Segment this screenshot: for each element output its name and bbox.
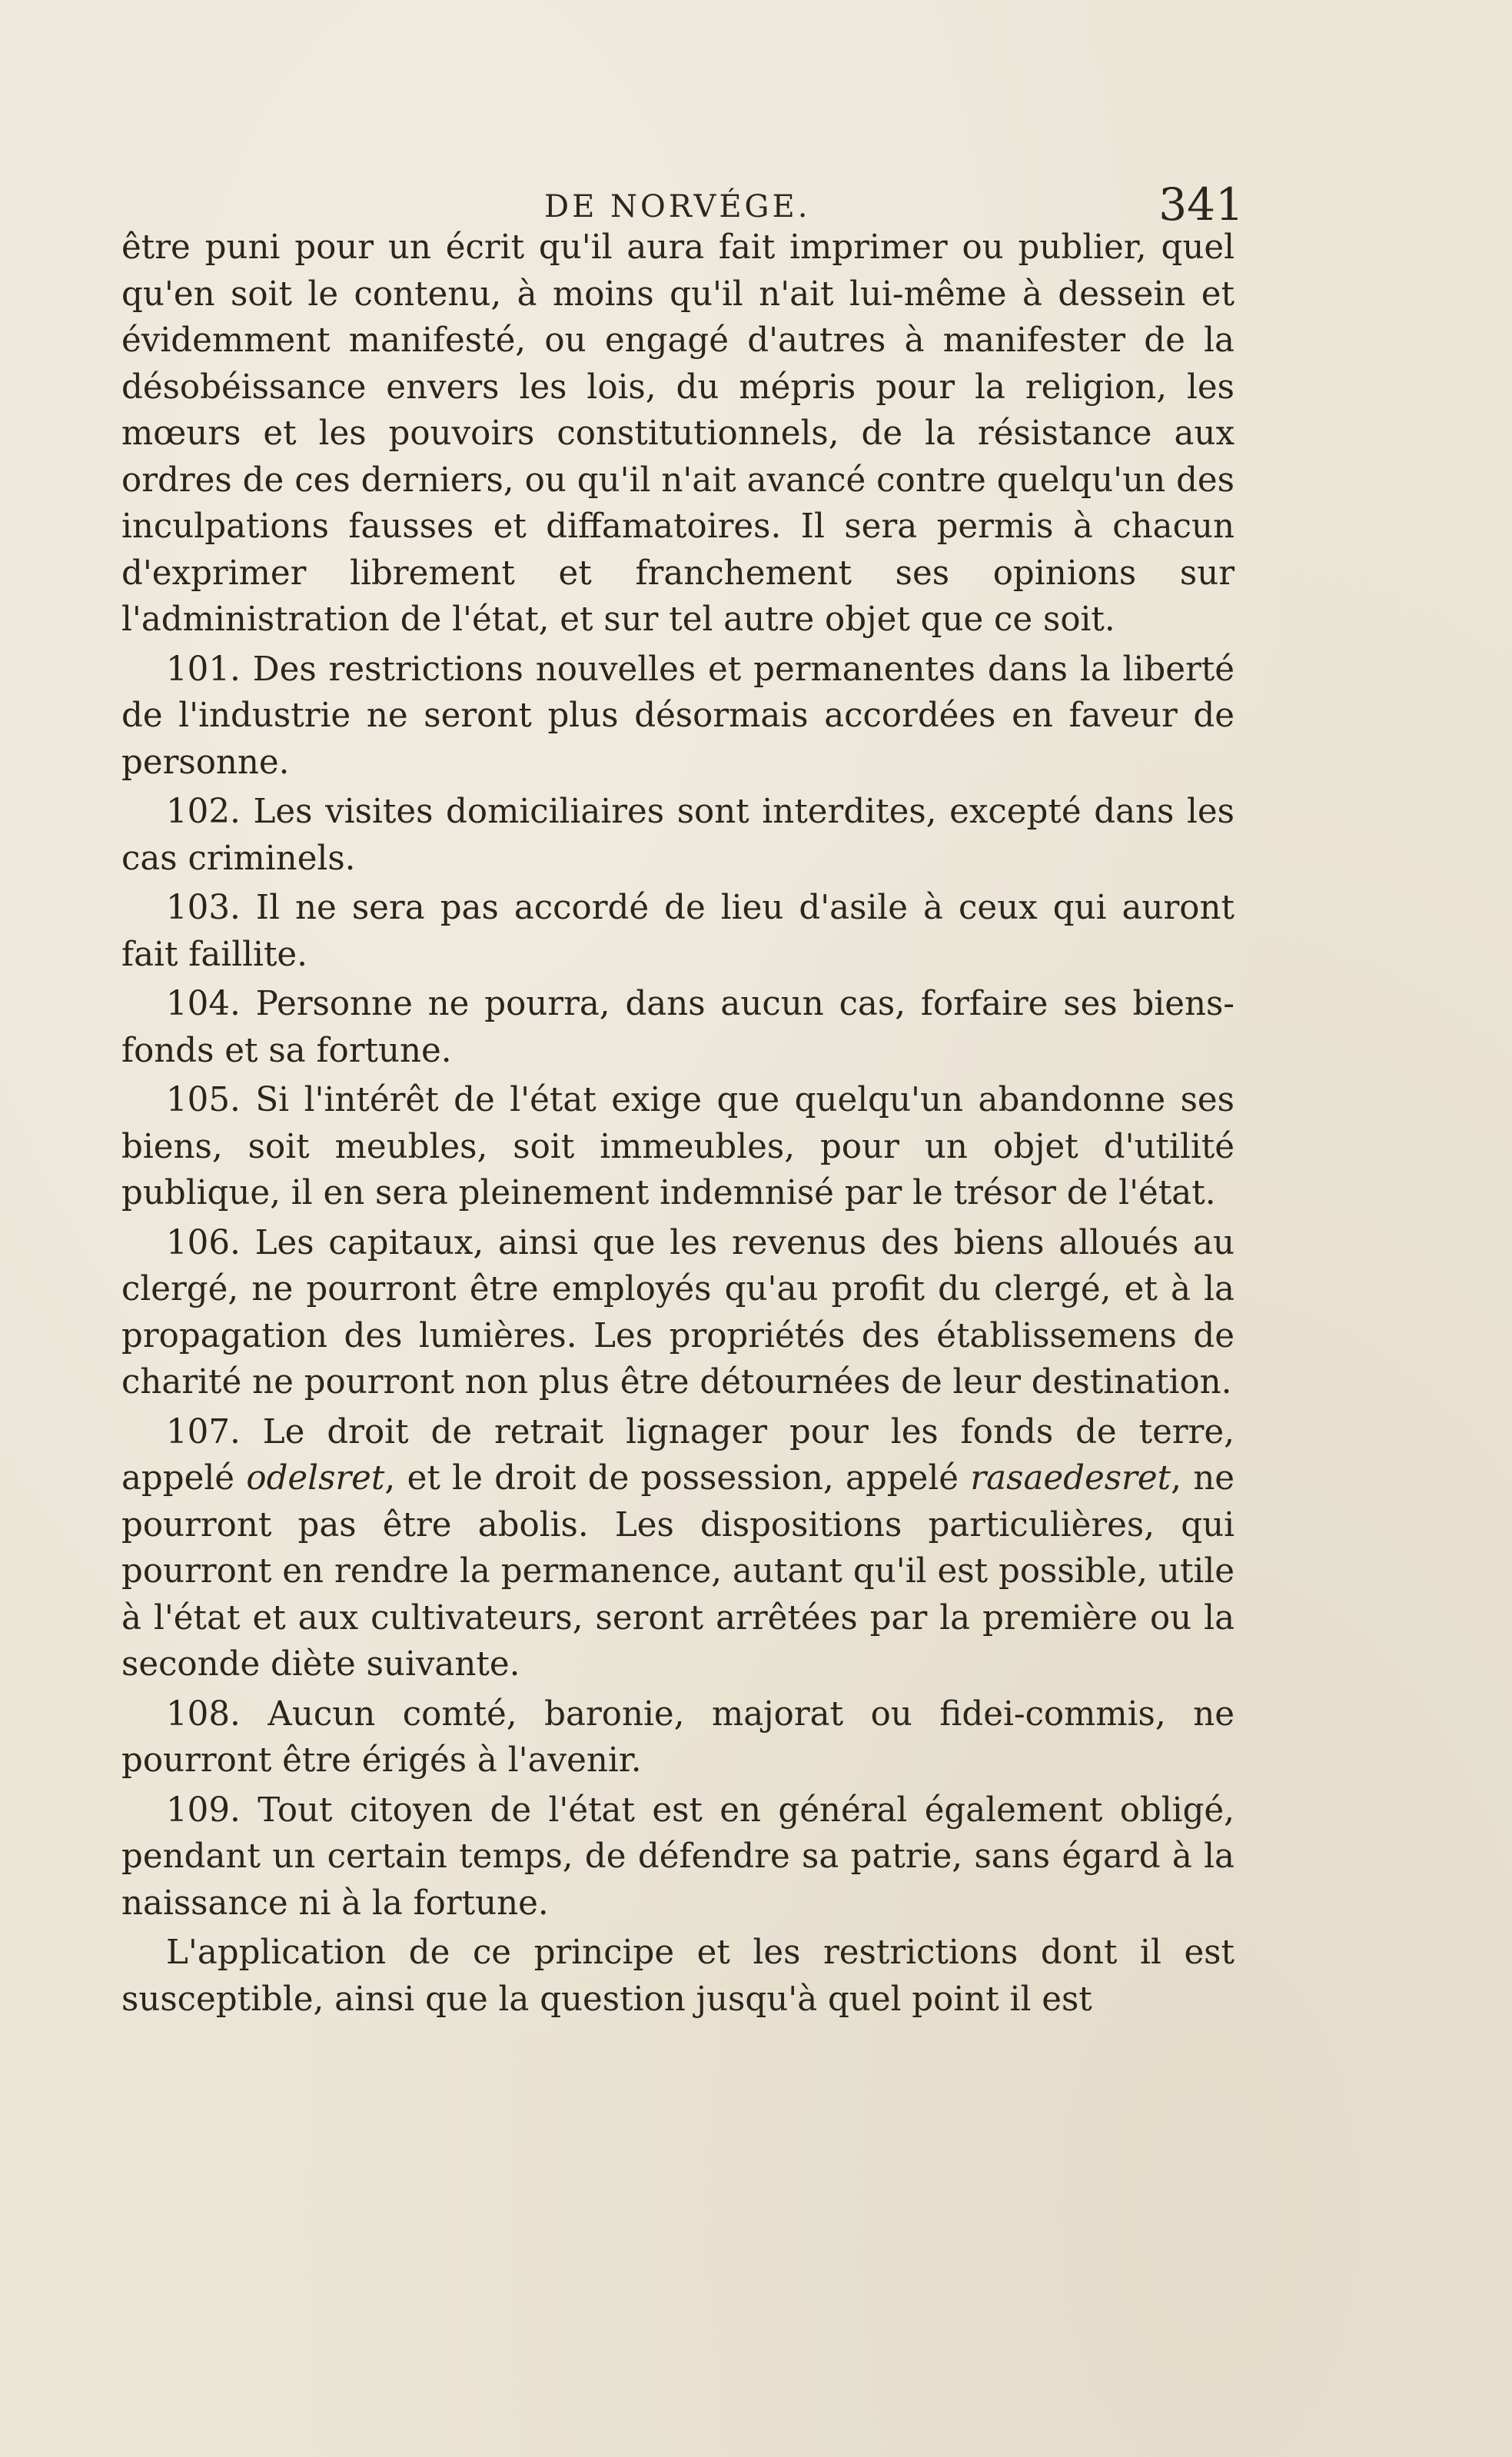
article-109: 109. Tout citoyen de l'état est en général également obligé, pendant un certain temps, de défendre sa patrie, sans égard à la naissance ni à la fortune. — [121, 1790, 1235, 1923]
paragraph-continuation: être puni pour un écrit qu'il aura fait imprimer ou publier, quel qu'en soit le contenu, à moins qu'il n'ait lui-même à dessein et évidemment manifesté, ou engagé d'autres à manifester de la désobéissance envers les lois, du mépris pour la religion, les mœurs et les pouvoirs constitutionnels, de la résistance aux ordres de ces derniers, ou qu'il n'ait avancé contre quelqu'un des inculpations fausses et diffamatoires. Il sera permis à chacun d'exprimer librement et franchement ses opinions sur l'administration de l'état, et sur tel autre objet que ce soit. — [121, 228, 1235, 639]
article-105: 105. Si l'intérêt de l'état exige que quelqu'un abandonne ses biens, soit meubles, soit immeubles, pour un objet d'utilité publique, il en sera pleinement indemnisé par le trésor de l'état. — [121, 1081, 1235, 1212]
term-rasaedesret: rasaedesret — [970, 1459, 1171, 1498]
article-107-part-e: , ne pourront pas être abolis. Les dispositions particulières, qui pourront en rendre la permanence, autant qu'il est possible, utile à l'état et aux cultivateurs, seront arrêtées par la première ou la seconde diète suivante. — [121, 1459, 1235, 1684]
running-head: DE NORVÉGE. — [544, 189, 811, 224]
article-103: 103. Il ne sera pas accordé de lieu d'asile à ceux qui auront fait faillite. — [121, 889, 1235, 974]
page-number: 341 — [1158, 178, 1244, 231]
article-101: 101. Des restrictions nouvelles et permanentes dans la liberté de l'industrie ne seront plus désormais accordées en faveur de personne. — [121, 650, 1235, 782]
article-104: 104. Personne ne pourra, dans aucun cas, forfaire ses biens-fonds et sa fortune. — [121, 985, 1235, 1070]
term-odelsret: odelsret — [246, 1459, 385, 1498]
article-106: 106. Les capitaux, ainsi que les revenus des biens alloués au clergé, ne pourront être employés qu'au profit du clergé, et à la propagation des lumières. Les propriétés des établissemens de charité ne pourront non plus être détournées de leur destination. — [121, 1223, 1235, 1401]
article-102: 102. Les visites domiciliaires sont interdites, excepté dans les cas criminels. — [121, 793, 1235, 878]
article-107 — [121, 1409, 1235, 1688]
paragraph-application: L'application de ce principe et les restrictions dont il est susceptible, ainsi que la question jusqu'à quel point il est — [121, 1933, 1235, 2019]
body-text — [121, 224, 1235, 2023]
article-107-part-a: 107. Le droit de retrait lignager pour les fonds de terre, appelé — [121, 1412, 1235, 1498]
article-107-part-c: , et le droit de possession, appelé — [384, 1459, 971, 1498]
article-108: 108. Aucun comté, baronie, majorat ou fidei-commis, ne pourront être érigés à l'avenir. — [121, 1694, 1235, 1780]
